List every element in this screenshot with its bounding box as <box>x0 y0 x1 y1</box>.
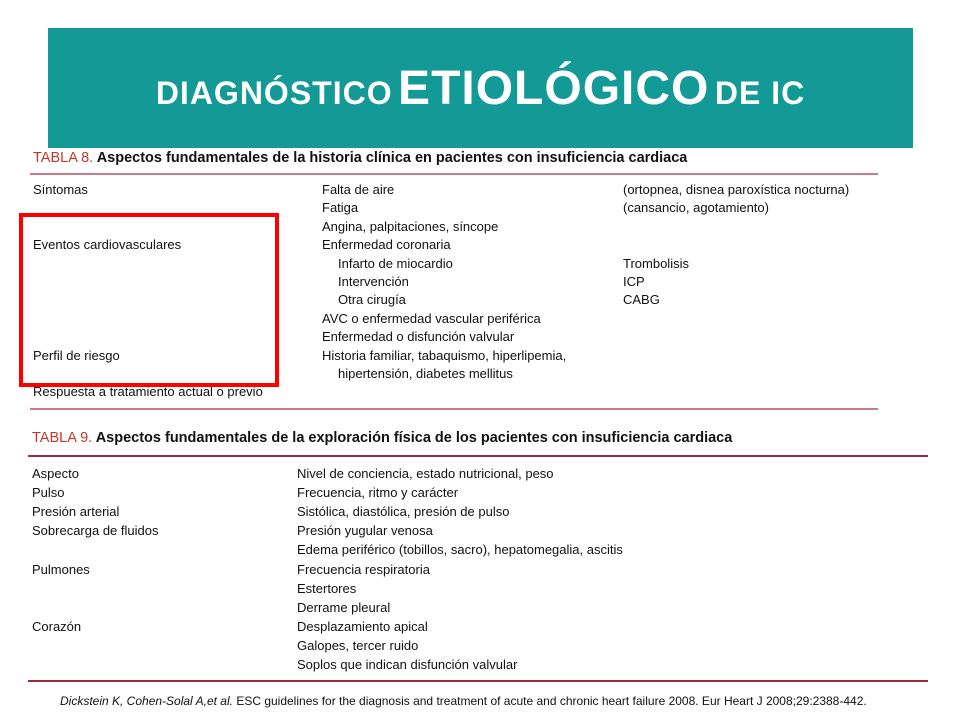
table-cell-c2: Historia familiar, tabaquismo, hiperlipemia, <box>322 347 567 363</box>
table-cell-c2: Derrame pleural <box>297 599 391 615</box>
table-8-title: Aspectos fundamentales de la historia clínica en pacientes con insuficiencia cardiaca <box>96 150 688 166</box>
table-cell-c1: Pulmones <box>32 561 90 577</box>
table-cell-c1: Respuesta a tratamiento actual o previo <box>33 384 263 400</box>
table-cell-c2: Intervención <box>338 274 409 289</box>
table-cell-c2: Soplos que indican disfunción valvular <box>297 657 518 672</box>
title-part-1: DIAGNÓSTICO <box>155 74 393 111</box>
table-9-bottom-rule <box>28 680 928 682</box>
table-8-top-rule <box>30 173 878 175</box>
slide-title <box>156 61 805 116</box>
table-8-bottom-rule <box>30 408 878 410</box>
table-cell-c2: Infarto de miocardio <box>338 255 453 271</box>
table-cell-c2: Angina, palpitaciones, síncope <box>322 218 499 234</box>
table-8-caption <box>33 150 687 166</box>
table-8-label: TABLA 8. <box>33 150 94 166</box>
table-cell-c2: Sistólica, diastólica, presión de pulso <box>297 504 510 520</box>
table-cell-c2: hipertensión, diabetes mellitus <box>338 366 513 381</box>
table-cell-c2: Frecuencia respiratoria <box>297 561 430 577</box>
table-cell-c1: Sobrecarga de fluidos <box>32 523 159 539</box>
table-cell-c1: Pulso <box>32 485 65 501</box>
table-cell-c2: Galopes, tercer ruido <box>297 637 419 653</box>
highlight-box <box>19 213 279 387</box>
table-cell-c3: (cansancio, agotamiento) <box>623 200 769 216</box>
table-9-caption <box>32 430 732 446</box>
table-cell-c1: Síntomas <box>33 182 88 197</box>
table-cell-c2: Edema periférico (tobillos, sacro), hepatomegalia, ascitis <box>297 542 623 558</box>
table-cell-c2: Frecuencia, ritmo y carácter <box>297 485 459 501</box>
table-9-title: Aspectos fundamentales de la exploración física de los pacientes con insuficiencia cardiaca <box>95 430 733 446</box>
table-cell-c2: Enfermedad o disfunción valvular <box>322 329 515 345</box>
title-part-3: DE IC <box>714 74 806 111</box>
table-9-top-rule <box>28 455 928 457</box>
table-cell-c3: Trombolisis <box>623 255 689 271</box>
table-cell-c2: Desplazamiento apical <box>297 618 428 634</box>
table-cell-c2: Nivel de conciencia, estado nutricional, peso <box>297 466 554 481</box>
table-cell-c2: AVC o enfermedad vascular periférica <box>322 310 541 326</box>
table-cell-c2: Enfermedad coronaria <box>322 237 451 253</box>
table-cell-c1: Presión arterial <box>32 504 120 520</box>
table-cell-c3: ICP <box>623 274 645 289</box>
table-cell-c3: (ortopnea, disnea paroxística nocturna) <box>623 182 850 197</box>
table-cell-c2: Fatiga <box>322 200 359 216</box>
table-cell-c1: Corazón <box>32 618 82 634</box>
table-cell-c1: Eventos cardiovasculares <box>33 237 182 253</box>
citation-authors: Dickstein K, Cohen-Solal A,et al. <box>60 694 233 708</box>
citation <box>60 694 867 708</box>
table-9-label: TABLA 9. <box>32 430 93 446</box>
table-cell-c2: Falta de aire <box>322 182 395 197</box>
table-cell-c1: Perfil de riesgo <box>33 347 120 363</box>
table-cell-c2: Estertores <box>297 580 357 596</box>
title-banner <box>48 28 913 148</box>
table-cell-c1: Aspecto <box>32 466 79 481</box>
table-cell-c2: Presión yugular venosa <box>297 523 433 539</box>
table-cell-c2: Otra cirugía <box>338 292 406 308</box>
table-cell-c3: CABG <box>623 292 660 308</box>
title-part-2: ETIOLÓGICO <box>398 61 710 115</box>
citation-text: ESC guidelines for the diagnosis and treatment of acute and chronic heart failure 2008. Eur Heart J 2008;29:2388-442. <box>236 694 867 708</box>
